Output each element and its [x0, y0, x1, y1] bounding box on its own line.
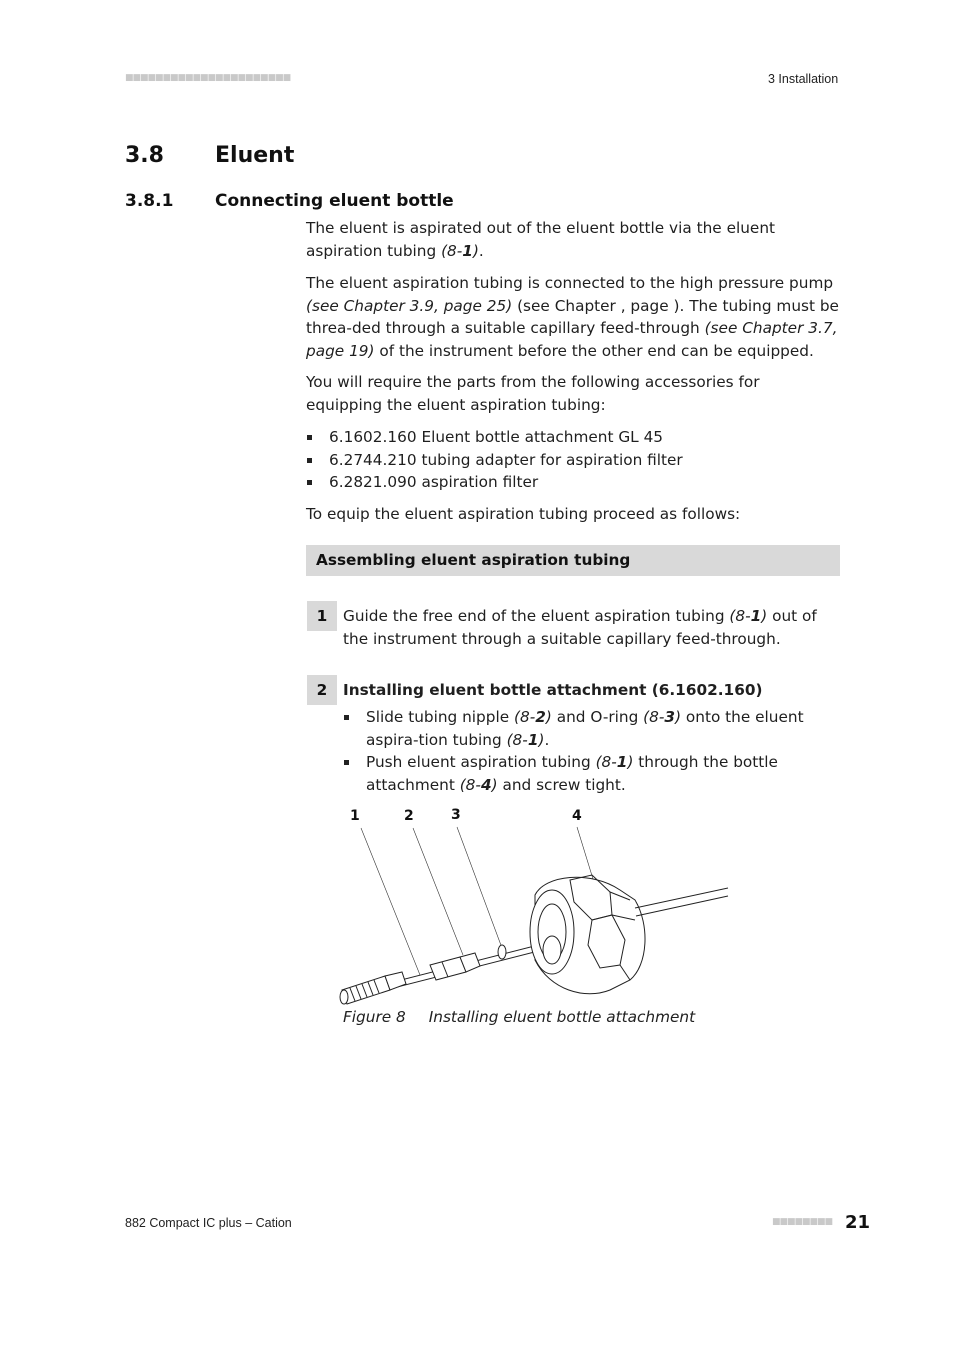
list-item: 6.1602.160 Eluent bottle attachment GL 45: [306, 426, 840, 449]
list-item: Push eluent aspiration tubing (8-1) through the bottle attachment (8-4) and screw tight.: [343, 751, 840, 796]
paragraph-parts: You will require the parts from the following accessories for equipping the eluent aspiration tubing:: [306, 373, 760, 414]
footer-product: 882 Compact IC plus – Cation: [125, 1216, 292, 1230]
step-number-1: 1: [307, 601, 337, 631]
procedure-title: Assembling eluent aspiration tubing: [316, 551, 631, 569]
paragraph-connection: The eluent aspiration tubing is connected to the high pressure pump (see Chapter 3.9, page 25) (see Chapter , page ). The tubing must be threa-ded through a suitable capillary feed-through (see Chapter 3.7, page 19) of the instrument before the other end can be equipped.: [306, 274, 839, 360]
section-title: Eluent: [215, 143, 295, 168]
callout-1: 1: [350, 808, 360, 824]
xref-chapter-3-7[interactable]: (see Chapter 3.7, page 19): [306, 319, 838, 360]
subsection-number: 3.8.1: [125, 191, 174, 211]
header-chapter: 3 Installation: [768, 72, 839, 86]
aspiration-filter-icon: [340, 972, 406, 1004]
step-2-list: [343, 706, 840, 796]
callout-3: 3: [451, 807, 461, 823]
bottle-attachment-icon: [530, 875, 645, 994]
o-ring-icon: [498, 945, 506, 959]
page-number: 21: [845, 1212, 871, 1233]
section-number: 3.8: [125, 143, 164, 168]
figure-bottle-attachment: [330, 800, 740, 1010]
figure-caption-text: Installing eluent bottle attachment: [428, 1008, 696, 1026]
figure-label: Figure 8: [343, 1008, 406, 1026]
list-item: 6.2744.210 tubing adapter for aspiration filter: [306, 449, 840, 472]
header-decoration: ■■■■■■■■■■■■■■■■■■■■■■: [125, 73, 291, 83]
list-item: Slide tubing nipple (8-2) and O-ring (8-3) onto the eluent aspira-tion tubing (8-1).: [343, 706, 840, 751]
parts-list: [306, 426, 840, 494]
procedure-title-bar: [306, 545, 840, 576]
step-1-text: Guide the free end of the eluent aspiration tubing (8-1) out of the instrument through a suitable capillary feed-through.: [343, 607, 817, 648]
step-2-title: Installing eluent bottle attachment (6.1602.160): [343, 681, 763, 699]
callout-4: 4: [572, 808, 582, 824]
subsection-title: Connecting eluent bottle: [215, 191, 454, 211]
figure-caption: [343, 1008, 695, 1026]
step-number-2: 2: [307, 675, 337, 705]
callout-2: 2: [404, 808, 414, 824]
list-item: 6.2821.090 aspiration filter: [306, 471, 840, 494]
paragraph-proceed: To equip the eluent aspiration tubing proceed as follows:: [306, 505, 741, 523]
paragraph-intro: The eluent is aspirated out of the eluent bottle via the eluent aspiration tubing (8-1).: [306, 219, 776, 260]
footer-decoration: ■■■■■■■■: [772, 1217, 833, 1227]
tubing-nipple-icon: [430, 953, 480, 980]
xref-chapter-3-9[interactable]: (see Chapter 3.9, page 25): [306, 296, 513, 315]
